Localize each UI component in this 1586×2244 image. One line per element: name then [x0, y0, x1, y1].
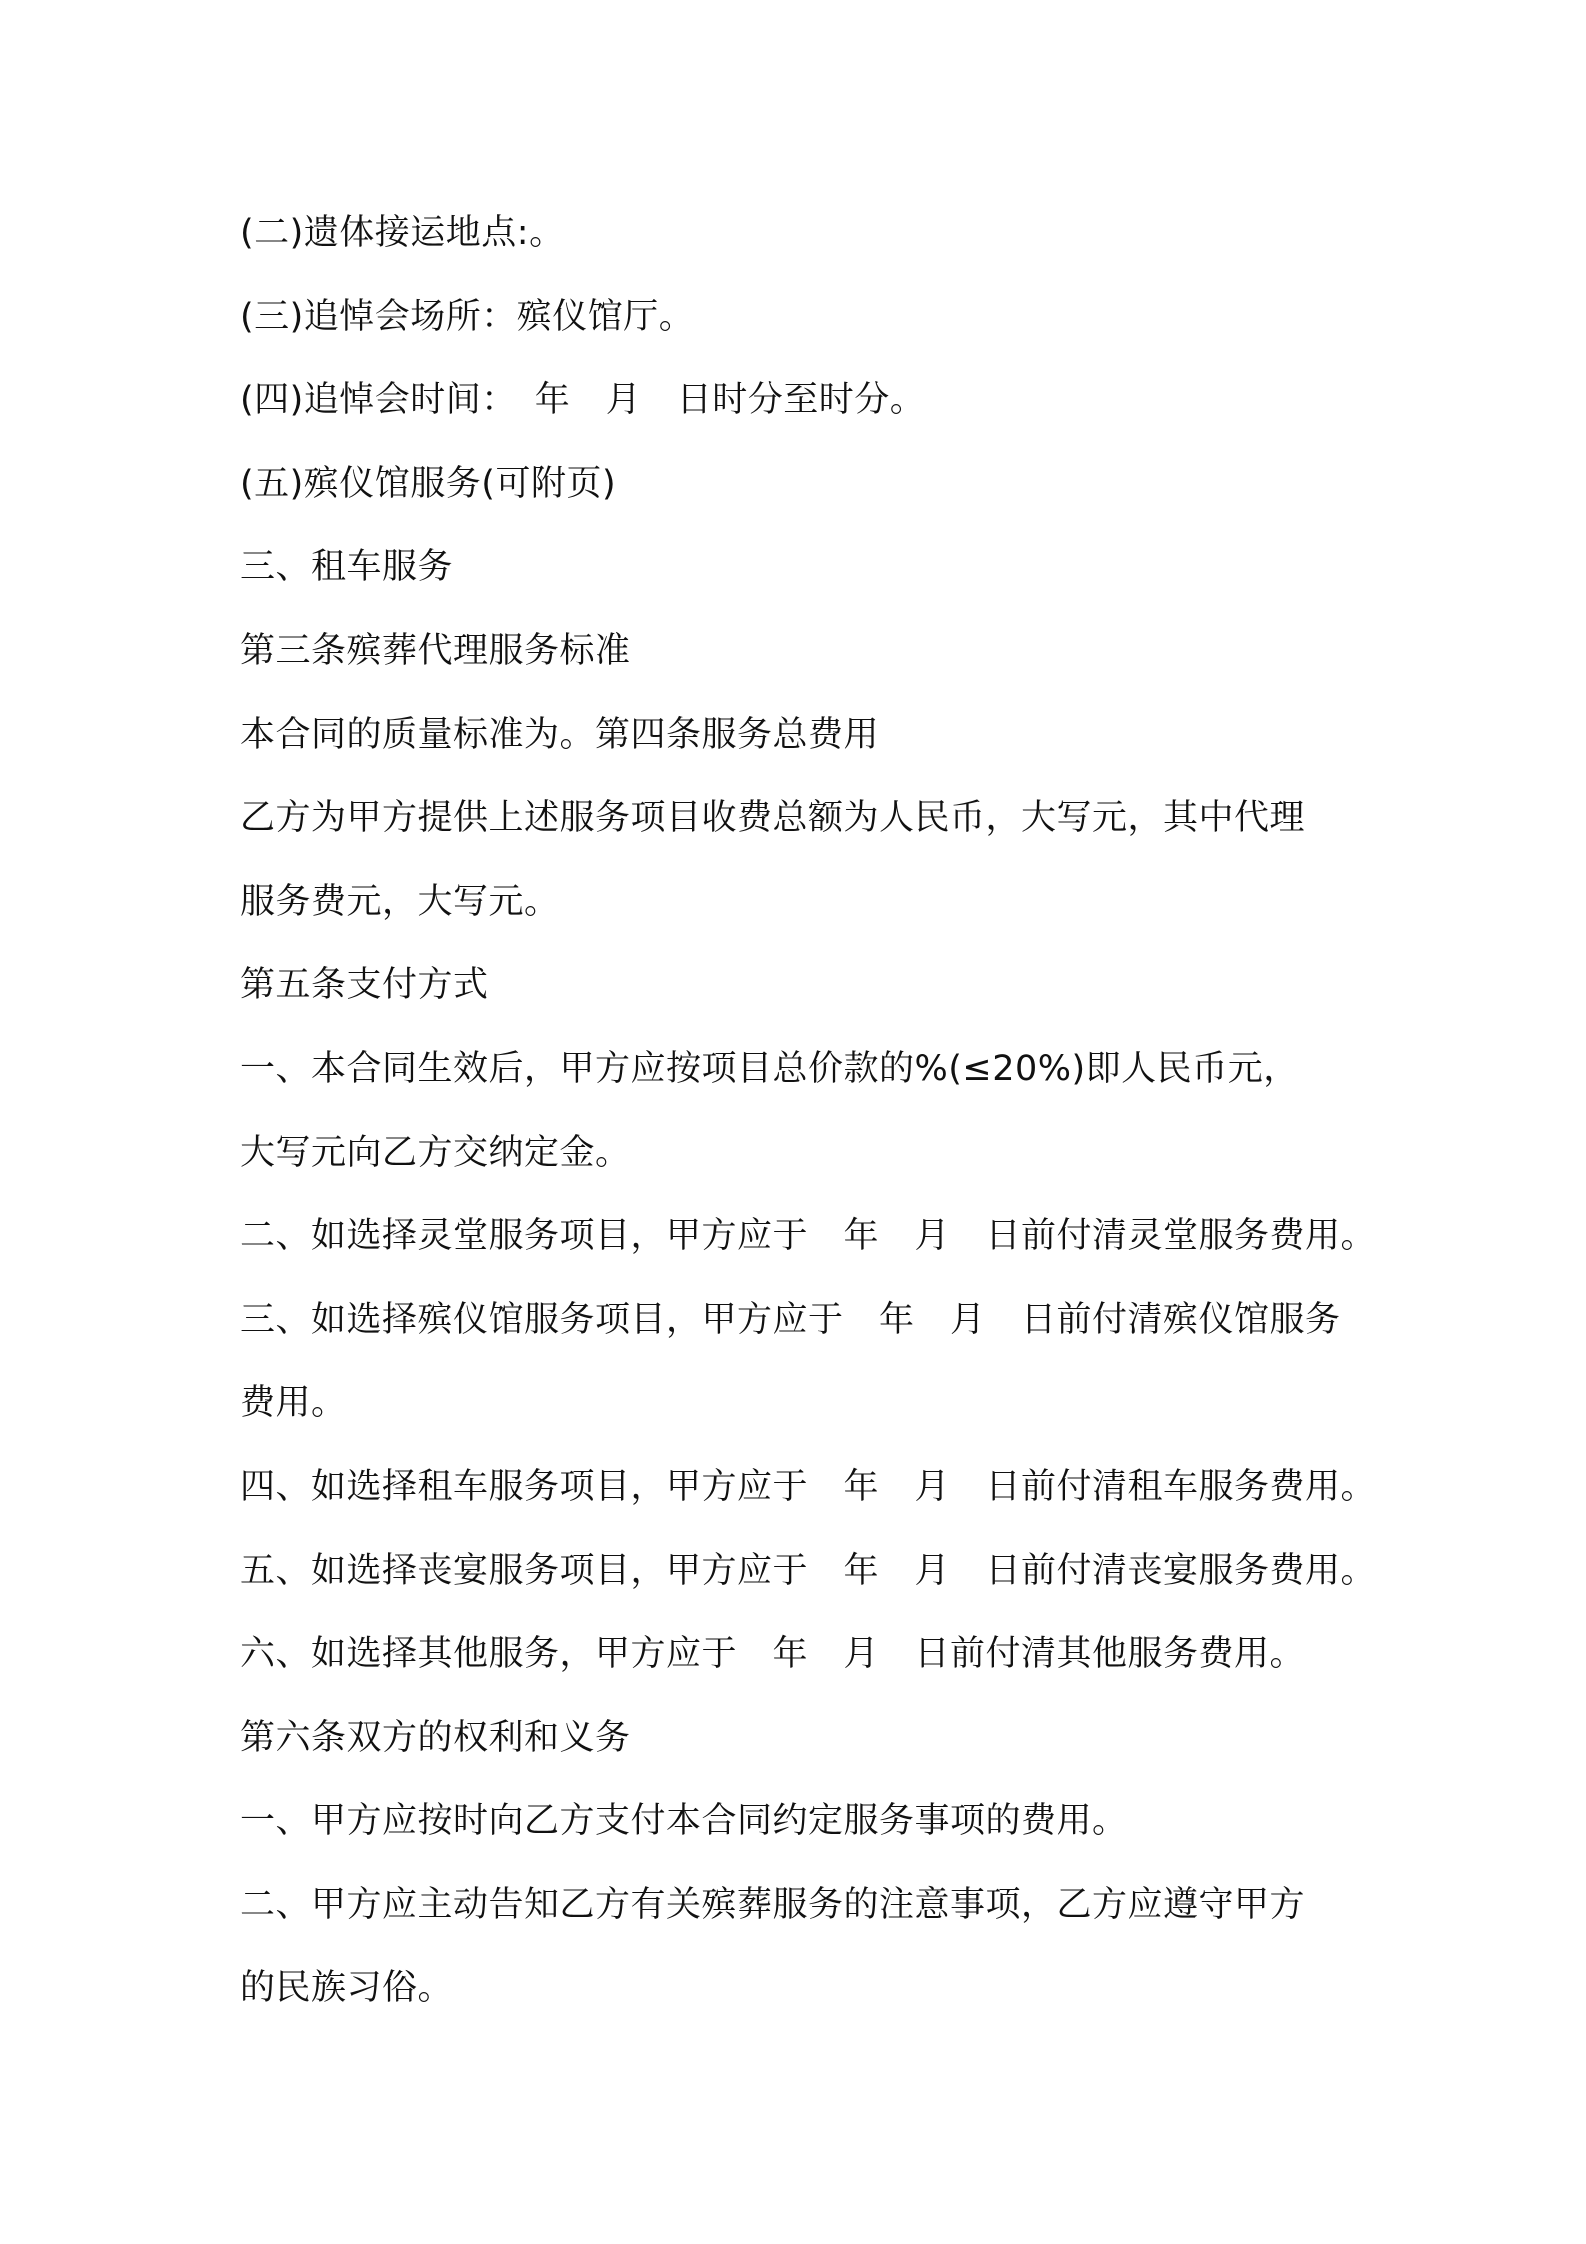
document-body: [240, 192, 1390, 2031]
text-line: (三)追悼会场所：殡仪馆厅。: [240, 296, 695, 337]
text-line: 的民族习俗。: [240, 1968, 454, 2009]
section-heading: 三、租车服务: [240, 547, 454, 588]
text-line: 四、如选择租车服务项目，甲方应于 年 月 日前付清租车服务费用。: [240, 1466, 1377, 1507]
text-line: (二)遗体接运地点:。: [240, 213, 565, 253]
article-heading: 第六条双方的权利和义务: [240, 1717, 631, 1758]
text-line: 二、甲方应主动告知乙方有关殡葬服务的注意事项，乙方应遵守甲方: [240, 1884, 1306, 1925]
text-line: 五、如选择丧宴服务项目，甲方应于 年 月 日前付清丧宴服务费用。: [240, 1550, 1377, 1591]
text-line: 本合同的质量标准为。第四条服务总费用: [240, 714, 880, 755]
text-line: 服务费元，大写元。: [240, 881, 560, 922]
article-heading: 第三条殡葬代理服务标准: [240, 630, 631, 671]
text-line: 一、甲方应按时向乙方支付本合同约定服务事项的费用。: [240, 1801, 1128, 1842]
text-line: 六、如选择其他服务，甲方应于 年 月 日前付清其他服务费用。: [240, 1634, 1306, 1675]
text-line: 费用。: [240, 1383, 347, 1424]
text-line: 一、本合同生效后，甲方应按项目总价款的%(≤20%)即人民币元，: [240, 1048, 1299, 1089]
text-line: 三、如选择殡仪馆服务项目，甲方应于 年 月 日前付清殡仪馆服务: [240, 1299, 1341, 1340]
text-line: 大写元向乙方交纳定金。: [240, 1132, 631, 1173]
article-heading: 第五条支付方式: [240, 965, 489, 1006]
text-line: 乙方为甲方提供上述服务项目收费总额为人民币，大写元，其中代理: [240, 798, 1306, 839]
text-line: (四)追悼会时间： 年 月 日时分至时分。: [240, 380, 926, 421]
text-line: 二、如选择灵堂服务项目，甲方应于 年 月 日前付清灵堂服务费用。: [240, 1216, 1377, 1257]
text-line: (五)殡仪馆服务(可附页): [240, 463, 617, 504]
